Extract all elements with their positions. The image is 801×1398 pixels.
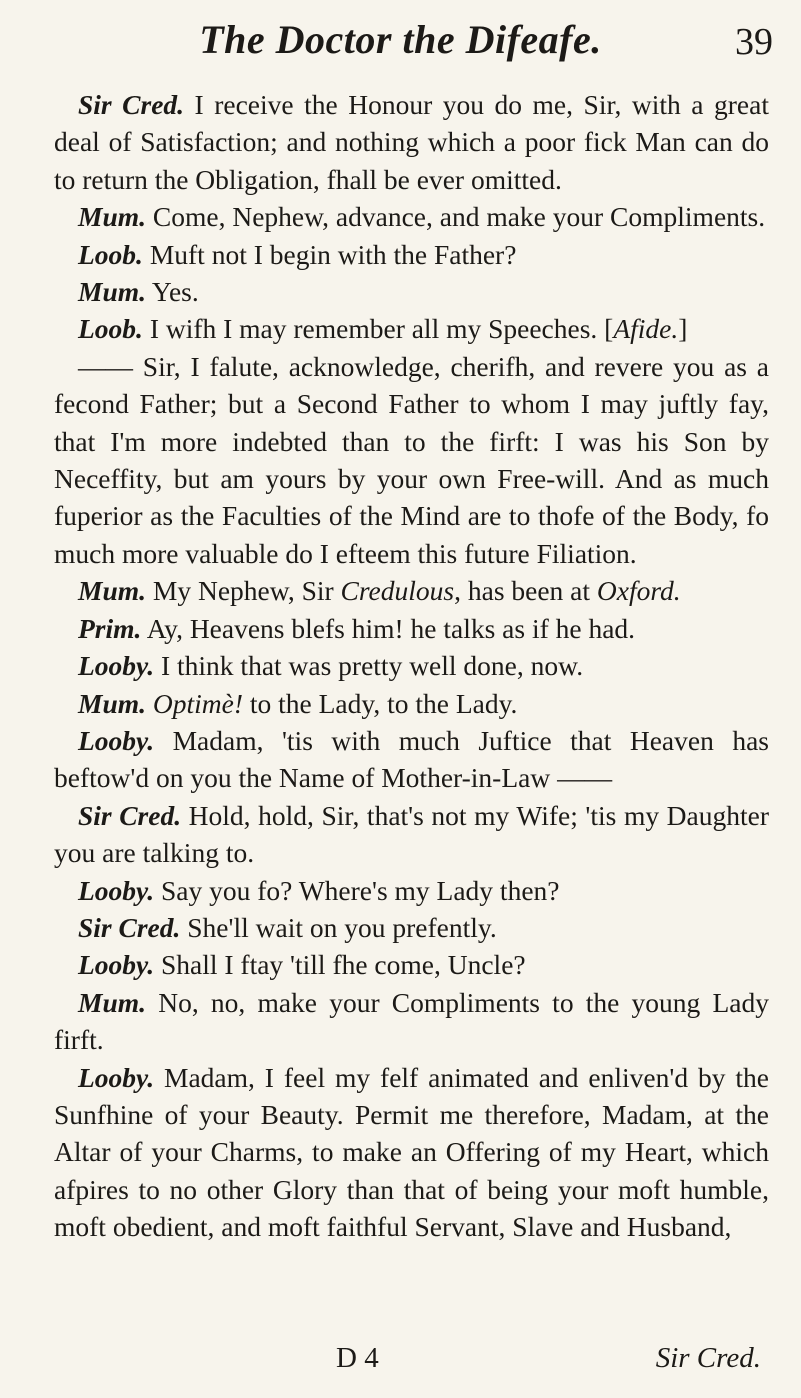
speaker-name: Sir Cred. xyxy=(78,89,185,120)
dialogue-text xyxy=(54,86,769,1246)
dialogue-paragraph xyxy=(54,647,769,684)
speaker-name: Mum. xyxy=(78,986,147,1018)
dialogue-paragraph xyxy=(54,722,769,797)
page-footer xyxy=(0,1342,801,1386)
dialogue-paragraph xyxy=(54,86,769,198)
italic-text: Credulous xyxy=(340,575,455,607)
catchword: Sir Cred. xyxy=(655,1342,761,1374)
dialogue-paragraph xyxy=(54,984,769,1059)
speech-text: Say you fo? Where's my Lady then? xyxy=(154,874,560,906)
running-title: The Doctor the Difeafe. xyxy=(199,17,602,62)
page-header xyxy=(0,14,801,74)
speaker-name: Prim. xyxy=(78,612,142,644)
dialogue-paragraph xyxy=(54,685,769,722)
speaker-name: Sir Cred. xyxy=(78,911,181,943)
speech-text: She'll wait on you prefently. xyxy=(180,911,497,943)
speaker-name: Loob. xyxy=(78,313,143,345)
speaker-name: Mum. xyxy=(78,276,147,308)
speaker-name: Sir Cred. xyxy=(78,799,182,831)
speaker-name: Mum. xyxy=(78,687,147,719)
speaker-name: Looby. xyxy=(78,949,155,981)
speech-text: Muft not I begin with the Father? xyxy=(142,238,517,270)
speech-text: —— Sir, I falute, acknowledge, cherifh, and revere you as a fecond Father; but a Second Father to whom I may juftly fay, that I'm more indebted than to the firft: I was his Son by Neceffity, but am yours by your own Free-will. And as much fuperior as the Faculties of the Mind are to thofe of the Body, fo much more valuable do I efteem this future Filiation. xyxy=(54,350,769,569)
speech-text: I wifh I may remember all my Speeches. [ xyxy=(142,313,614,345)
speaker-name: Looby. xyxy=(78,724,155,756)
speaker-name: Looby. xyxy=(78,1061,155,1093)
speech-text: ] xyxy=(678,313,688,345)
speech-text xyxy=(146,688,153,719)
dialogue-paragraph xyxy=(54,198,769,235)
dialogue-paragraph xyxy=(54,797,769,872)
speech-text: Yes. xyxy=(146,276,199,308)
speech-text: I think that was pretty well done, now. xyxy=(154,650,584,682)
dialogue-paragraph xyxy=(54,610,769,647)
speech-text: , has been at xyxy=(454,575,597,607)
speech-text: No, no, make your Compliments to the young Lady firft. xyxy=(54,986,769,1056)
dialogue-paragraph xyxy=(54,572,769,609)
dialogue-paragraph xyxy=(54,236,769,273)
speaker-name: Mum. xyxy=(78,201,147,233)
dialogue-paragraph xyxy=(54,946,769,983)
speech-text: Madam, 'tis with much Juftice that Heaven has beftow'd on you the Name of Mother-in-Law —— xyxy=(54,724,769,794)
italic-text: Oxford. xyxy=(596,575,681,607)
dialogue-paragraph xyxy=(54,348,769,572)
italic-text: Optimè! xyxy=(152,687,244,719)
italic-text: Afide. xyxy=(613,313,679,345)
signature-mark: D 4 xyxy=(336,1342,379,1374)
speech-text: Hold, hold, Sir, that's not my Wife; 'tis my Daughter you are talking to. xyxy=(54,799,769,869)
speech-text: Ay, Heavens blefs him! he talks as if he had. xyxy=(141,612,636,644)
speech-text: to the Lady, to the Lady. xyxy=(243,687,518,719)
dialogue-paragraph xyxy=(54,310,769,347)
speech-text: I receive the Honour you do me, Sir, with a great deal of Satisfaction; and nothing which a poor fick Man can do to return the Obligation, fhall be ever omitted. xyxy=(54,89,769,195)
page-number: 39 xyxy=(735,21,773,63)
speaker-name: Looby. xyxy=(78,874,155,906)
dialogue-paragraph xyxy=(54,909,769,946)
dialogue-paragraph xyxy=(54,1059,769,1246)
dialogue-paragraph xyxy=(54,872,769,909)
speaker-name: Loob. xyxy=(78,238,143,270)
dialogue-paragraph xyxy=(54,273,769,310)
speech-text: Come, Nephew, advance, and make your Compliments. xyxy=(146,201,766,233)
speaker-name: Looby. xyxy=(78,650,155,682)
speech-text: My Nephew, Sir xyxy=(146,575,341,607)
speech-text: Shall I ftay 'till fhe come, Uncle? xyxy=(154,949,526,981)
speaker-name: Mum. xyxy=(78,575,147,607)
speech-text: Madam, I feel my felf animated and enliven'd by the Sunfhine of your Beauty. Permit me therefore, Madam, at the Altar of your Charms, to make an Offering of my Heart, which afpires to no other Glory than that of being your moft humble, moft obedient, and moft faithful Servant, Slave and Husband, xyxy=(54,1061,769,1243)
